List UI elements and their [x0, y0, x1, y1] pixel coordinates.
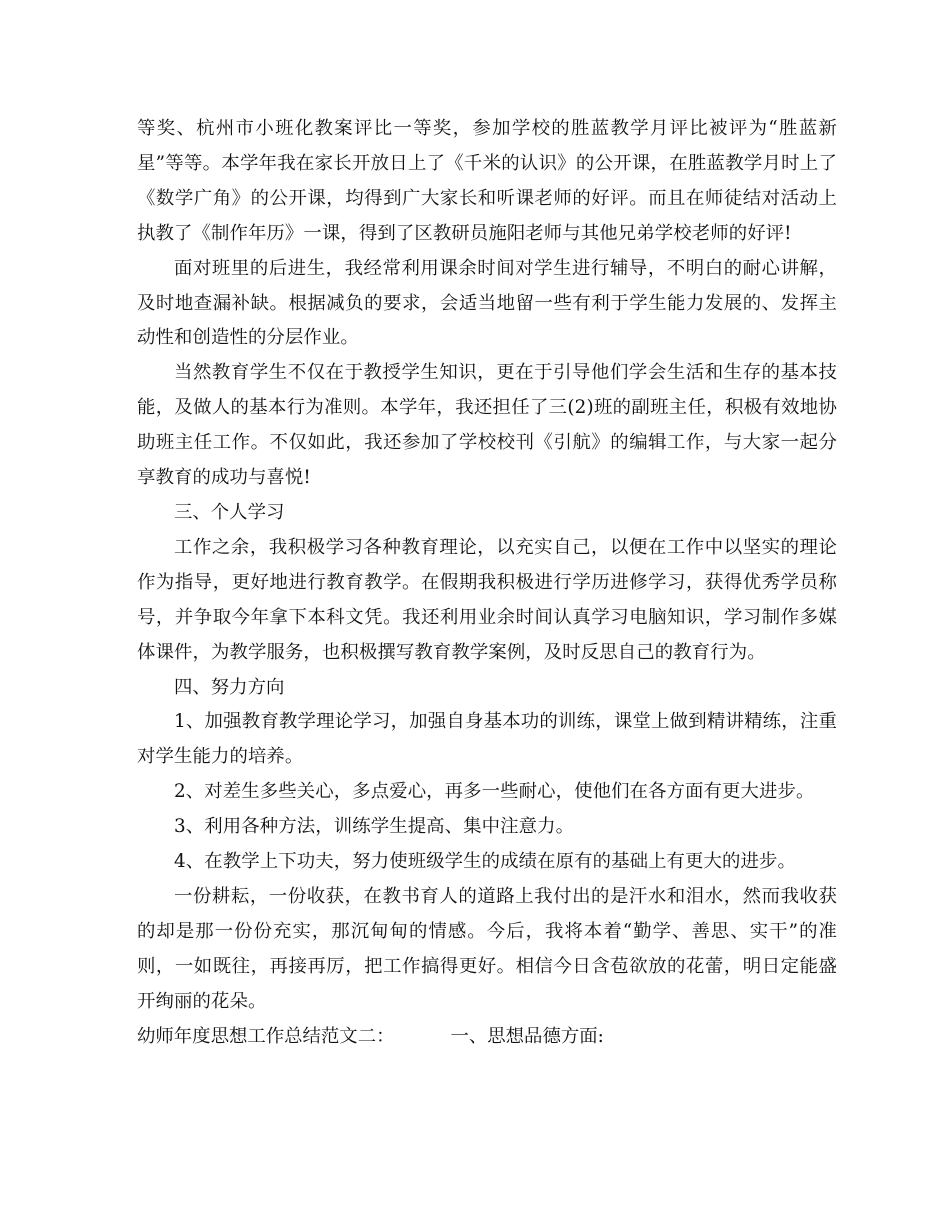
next-article-title: 幼师年度思想工作总结范文二：	[137, 1025, 395, 1047]
paragraph-tutoring: 面对班里的后进生，我经常利用课余时间对学生进行辅导，不明白的耐心讲解，及时地查漏补缺。根据减负的要求，会适当地留一些有利于学生能力发展的、发挥主动性和创造性的分层作业。	[137, 257, 837, 349]
paragraph-personal-study: 工作之余，我积极学习各种教育理论，以充实自己，以便在工作中以坚实的理论作为指导，更好地进行教育教学。在假期我积极进行学历进修学习，获得优秀学员称号，并争取今年拿下本科文凭。我还利用业余时间认真学习电脑知识，学习制作多媒体课件，为教学服务，也积极撰写教育教学案例，及时反思自己的教育行为。	[137, 536, 837, 663]
section-heading-personal-study: 三、个人学习	[174, 501, 285, 523]
paragraph-awards: 等奖、杭州市小班化教案评比一等奖，参加学校的胜蓝教学月评比被评为“胜蓝新星”等等。本学年我在家长开放日上了《千米的认识》的公开课，在胜蓝教学月时上了《数学广角》的公开课，均得到广大家长和听课老师的好评。而且在师徒结对活动上执教了《制作年历》一课，得到了区教研员施阳老师与其他兄弟学校老师的好评!	[137, 118, 837, 244]
goal-item-1: 1、加强教育教学理论学习，加强自身基本功的训练，课堂上做到精讲精练，注重对学生能力的培养。	[137, 711, 837, 768]
goal-item-3: 3、利用各种方法，训练学生提高、集中注意力。	[174, 816, 575, 838]
goal-item-4: 4、在教学上下功夫，努力使班级学生的成绩在原有的基础上有更大的进步。	[174, 851, 796, 873]
paragraph-closing: 一份耕耘，一份收获，在教书育人的道路上我付出的是汗水和泪水，然而我收获的却是那一份份充实，那沉甸甸的情感。今后，我将本着“勤学、善思、实干”的准则，一如既往，再接再厉，把工作搞得更好。相信今日含苞欲放的花蕾，明日定能盛开绚丽的花朵。	[137, 885, 837, 1012]
section-heading-goals: 四、努力方向	[174, 676, 285, 698]
next-article-subtitle: 一、思想品德方面:	[450, 1025, 604, 1047]
next-section-line	[137, 1020, 837, 1055]
goal-item-2: 2、对差生多些关心，多点爱心，再多一些耐心，使他们在各方面有更大进步。	[174, 781, 815, 803]
document-body	[137, 112, 837, 1054]
paragraph-moral-education: 当然教育学生不仅在于教授学生知识，更在于引导他们学会生活和生存的基本技能，及做人的基本行为准则。本学年，我还担任了三(2)班的副班主任，积极有效地协助班主任工作。不仅如此，我还参加了学校校刊《引航》的编辑工作，与大家一起分享教育的成功与喜悦!	[137, 362, 837, 489]
